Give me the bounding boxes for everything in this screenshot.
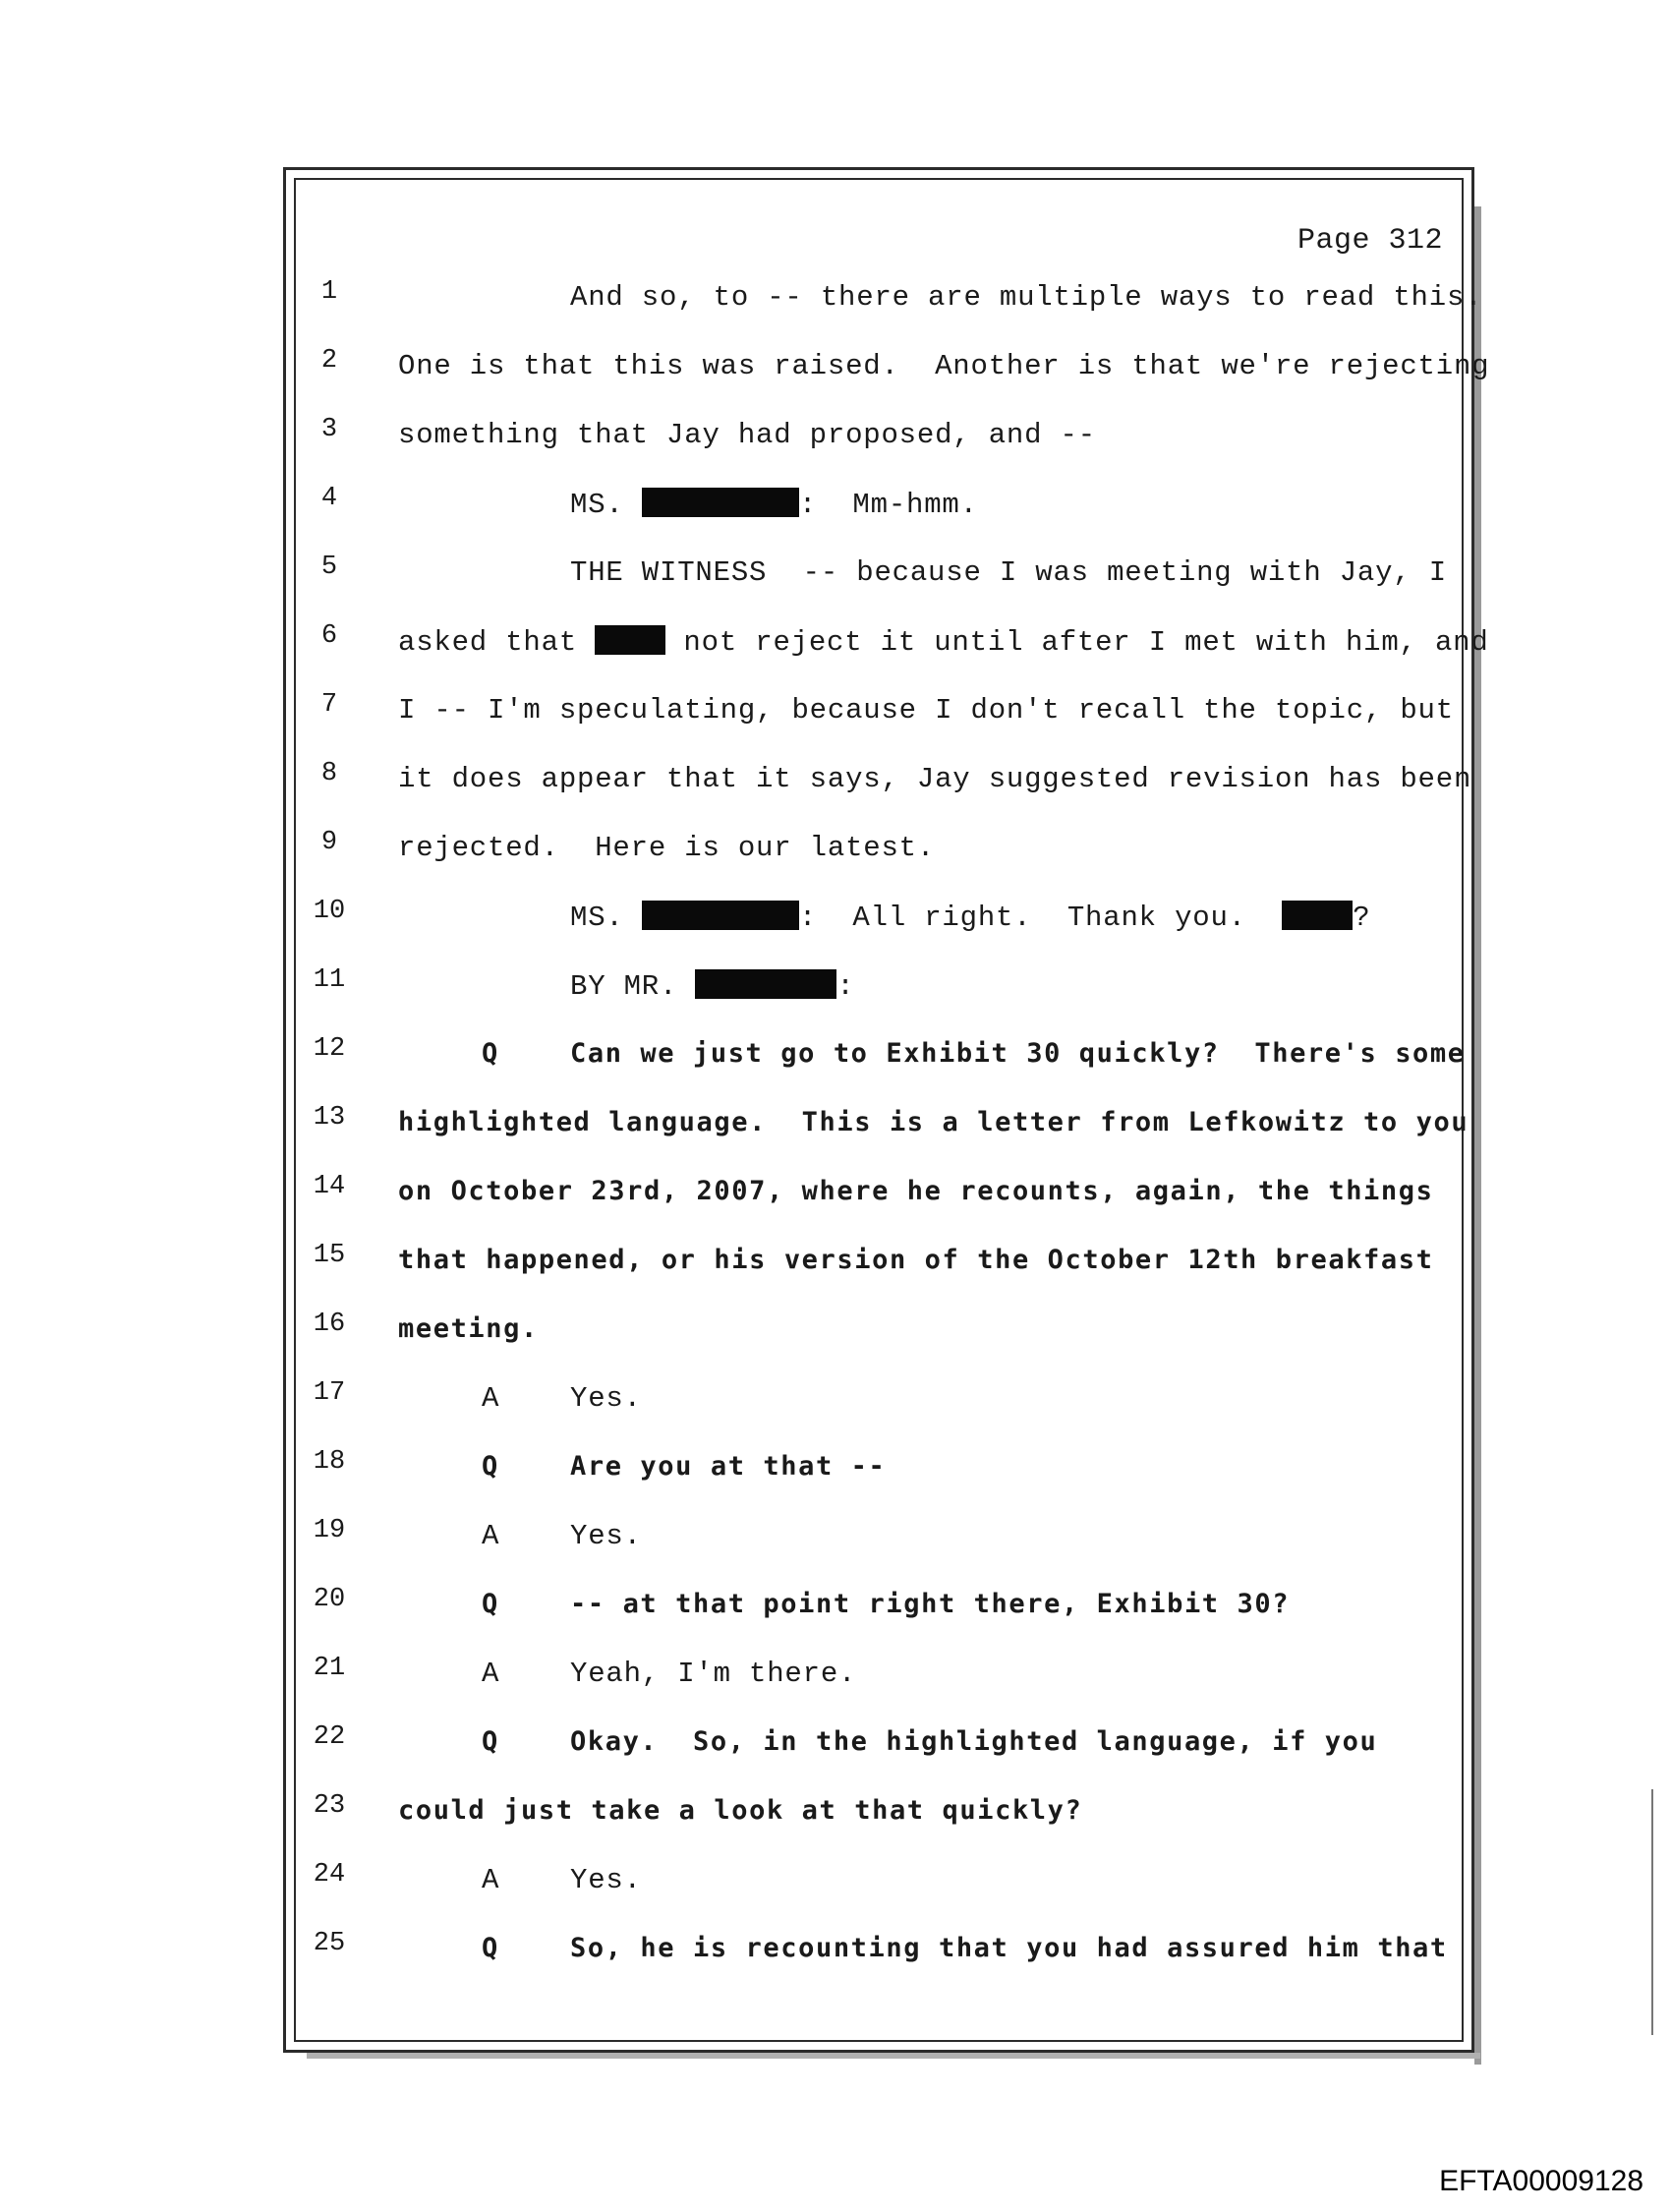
line-text — [398, 625, 1489, 659]
line-text — [570, 969, 855, 1003]
redaction-block — [695, 969, 836, 999]
question-marker: Q — [482, 1726, 499, 1757]
examiner-prefix: BY MR. — [570, 970, 696, 1003]
transcript-line — [0, 621, 1671, 661]
answer-marker: A — [482, 1382, 500, 1415]
line-text: THE WITNESS -- because I was meeting with Jay, I — [570, 556, 1447, 589]
line-text: that happened, or his version of the October 12th breakfast — [398, 1245, 1434, 1275]
line-number: 10 — [313, 897, 346, 926]
transcript-line — [0, 1516, 1671, 1555]
speaker-prefix: MS. — [570, 902, 642, 934]
transcript-line — [0, 1791, 1671, 1831]
line-text: Are you at that -- — [570, 1451, 887, 1482]
question-marker: Q — [482, 1933, 499, 1963]
line-number: 14 — [313, 1172, 346, 1201]
line-number: 19 — [313, 1516, 346, 1545]
document-control-number: EFTA00009128 — [1439, 2165, 1643, 2197]
examiner-colon: : — [836, 970, 855, 1003]
text-before-redaction: asked that — [398, 626, 596, 659]
transcript-line — [0, 690, 1671, 729]
line-number: 6 — [320, 621, 338, 651]
line-number: 1 — [320, 277, 338, 307]
line-text: So, he is recounting that you had assured him that — [570, 1933, 1448, 1963]
line-text: Can we just go to Exhibit 30 quickly? There's some — [570, 1038, 1466, 1069]
answer-marker: A — [482, 1658, 500, 1690]
line-number: 20 — [313, 1585, 346, 1614]
redaction-block — [642, 488, 799, 517]
transcript-line — [0, 1172, 1671, 1211]
question-marker: Q — [482, 1451, 499, 1482]
question-mark: ? — [1353, 902, 1371, 934]
line-number: 18 — [313, 1447, 346, 1477]
transcript-line — [0, 1034, 1671, 1074]
line-text: rejected. Here is our latest. — [398, 832, 936, 864]
line-text — [570, 901, 1371, 934]
line-number: 23 — [313, 1791, 346, 1821]
line-text: it does appear that it says, Jay suggested revision has been — [398, 763, 1472, 795]
page-shadow-bottom — [307, 2053, 1480, 2059]
line-number: 24 — [313, 1860, 346, 1890]
line-number: 25 — [313, 1929, 346, 1958]
line-number: 9 — [320, 828, 338, 857]
redaction-block — [642, 901, 799, 930]
transcript-line — [0, 965, 1671, 1005]
line-text: highlighted language. This is a letter from Lefkowitz to you — [398, 1107, 1469, 1137]
transcript-line — [0, 828, 1671, 867]
question-marker: Q — [482, 1038, 499, 1069]
transcript-line — [0, 1241, 1671, 1280]
speaker-remark: : Mm-hmm. — [798, 489, 978, 521]
line-number: 3 — [320, 415, 338, 444]
speaker-remark: : All right. Thank you. — [798, 902, 1283, 934]
line-number: 13 — [313, 1103, 346, 1133]
line-text: One is that this was raised. Another is that we're rejecting — [398, 350, 1490, 382]
transcript-line — [0, 1860, 1671, 1899]
line-text: Yes. — [570, 1864, 642, 1896]
transcript-line — [0, 1585, 1671, 1624]
line-text: Yes. — [570, 1382, 642, 1415]
line-number: 5 — [320, 553, 338, 582]
speaker-prefix: MS. — [570, 489, 642, 521]
line-text: Yes. — [570, 1520, 642, 1552]
line-text: something that Jay had proposed, and -- — [398, 419, 1096, 451]
transcript-line — [0, 897, 1671, 936]
line-number: 16 — [313, 1310, 346, 1339]
line-text: Yeah, I'm there. — [570, 1658, 857, 1690]
transcript-line — [0, 277, 1671, 317]
line-number: 22 — [313, 1722, 346, 1752]
line-number: 7 — [320, 690, 338, 720]
transcript-line — [0, 1447, 1671, 1486]
text-after-redaction: not reject it until after I met with him, and — [665, 626, 1489, 659]
line-number: 12 — [313, 1034, 346, 1064]
line-number: 2 — [320, 346, 338, 376]
transcript-line — [0, 1378, 1671, 1418]
line-number: 15 — [313, 1241, 346, 1270]
transcript-line — [0, 1929, 1671, 1968]
transcript-line — [0, 1722, 1671, 1762]
transcript-line — [0, 553, 1671, 592]
answer-marker: A — [482, 1864, 500, 1896]
question-marker: Q — [482, 1589, 499, 1619]
line-text: Okay. So, in the highlighted language, if you — [570, 1726, 1378, 1757]
line-number: 21 — [313, 1654, 346, 1683]
line-number: 17 — [313, 1378, 346, 1408]
redaction-block — [595, 625, 665, 655]
answer-marker: A — [482, 1520, 500, 1552]
line-text: could just take a look at that quickly? — [398, 1795, 1083, 1826]
line-text — [570, 488, 978, 521]
line-text: And so, to -- there are multiple ways to read this. — [570, 281, 1483, 314]
page-number: Page 312 — [1297, 224, 1444, 258]
transcript-line — [0, 415, 1671, 454]
line-text: -- at that point right there, Exhibit 30? — [570, 1589, 1291, 1619]
line-number: 4 — [320, 484, 338, 513]
line-text: meeting. — [398, 1313, 539, 1344]
line-number: 11 — [313, 965, 346, 995]
transcript-line — [0, 759, 1671, 798]
line-text: on October 23rd, 2007, where he recounts, again, the things — [398, 1176, 1434, 1206]
transcript-line — [0, 484, 1671, 523]
transcript-line — [0, 1310, 1671, 1349]
redaction-block — [1282, 901, 1353, 930]
line-number: 8 — [320, 759, 338, 788]
transcript-line — [0, 1654, 1671, 1693]
transcript-line — [0, 346, 1671, 385]
line-text: I -- I'm speculating, because I don't recall the topic, but — [398, 694, 1454, 727]
transcript-line — [0, 1103, 1671, 1142]
